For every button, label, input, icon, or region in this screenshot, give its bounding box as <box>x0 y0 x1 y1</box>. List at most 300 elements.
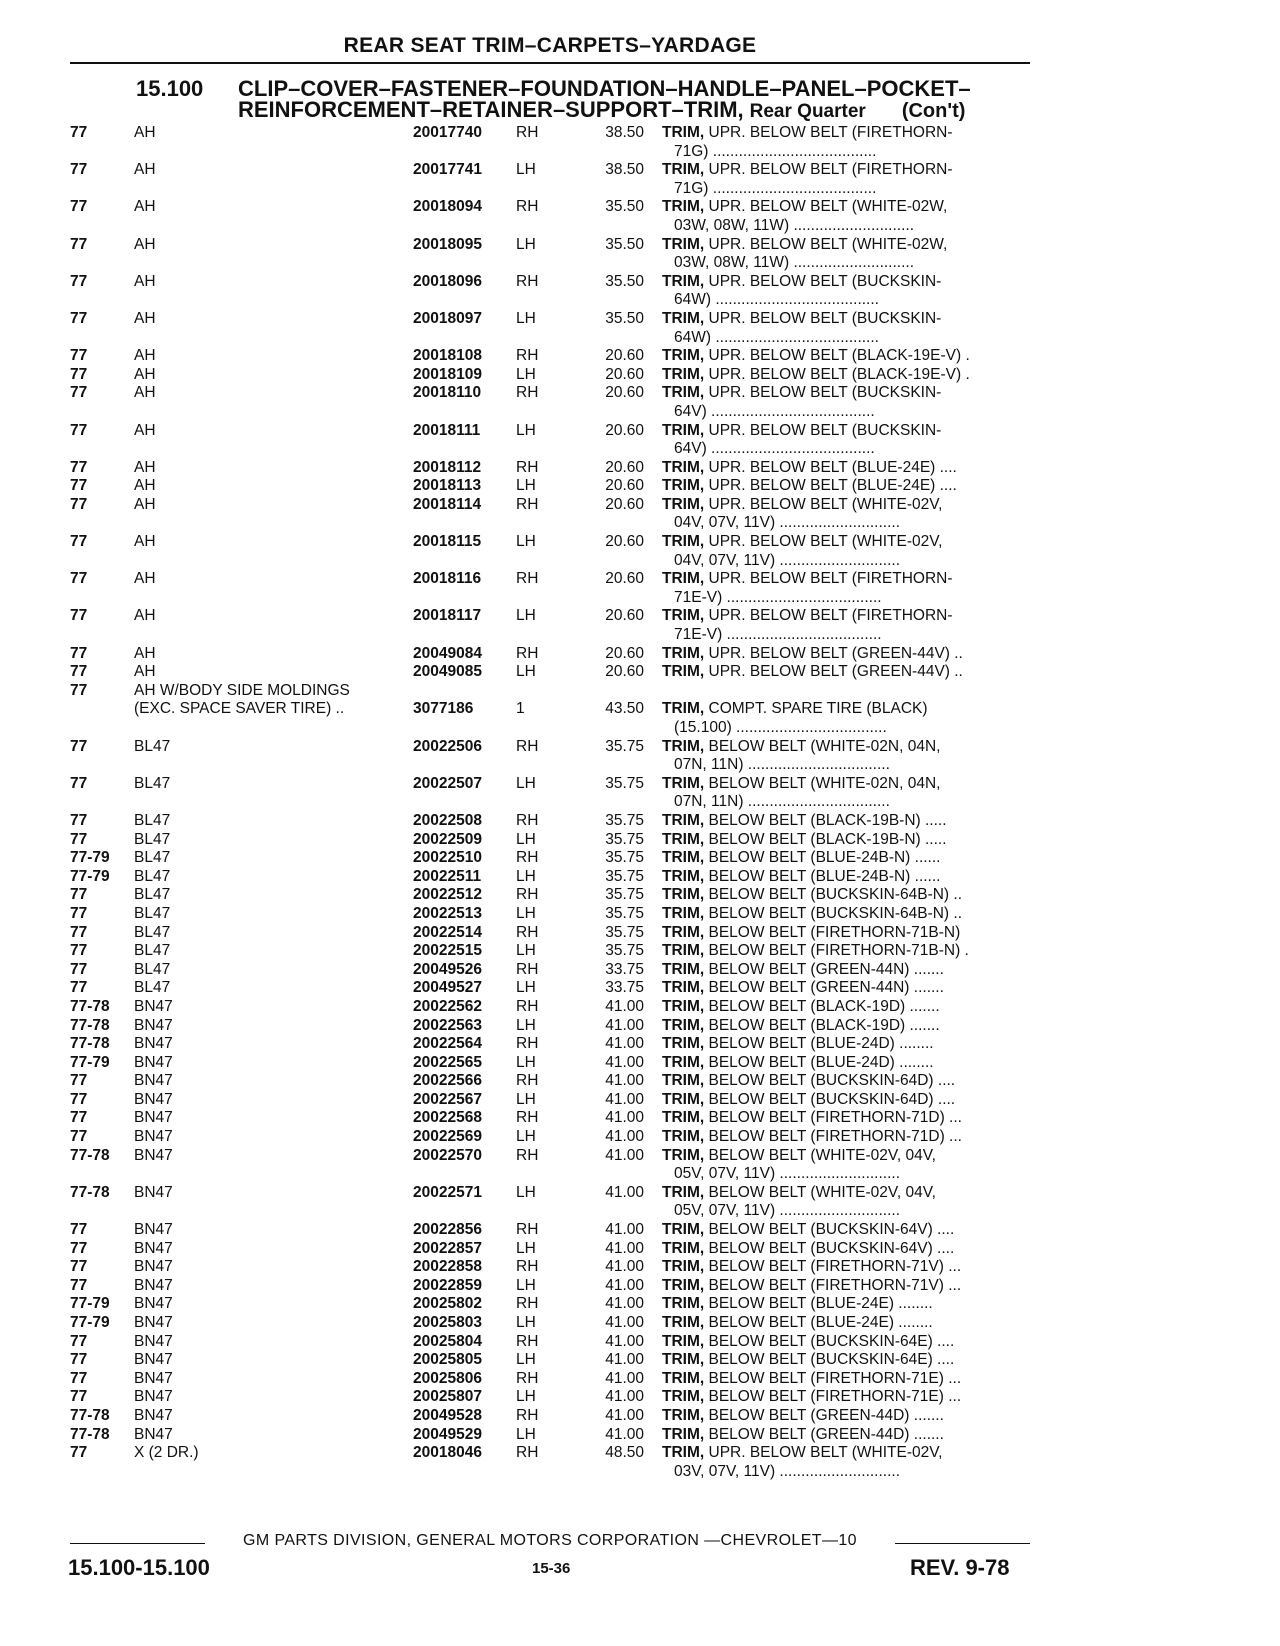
part-number-cell: 20022858 <box>413 1258 482 1276</box>
description-cell <box>662 1240 1024 1259</box>
description-keyword: TRIM, <box>662 849 705 867</box>
table-row <box>0 161 1280 180</box>
table-row <box>0 1221 1280 1240</box>
model-cell: 77 <box>70 533 88 551</box>
description-text: 04V, 07V, 11V) ............................ <box>674 551 901 569</box>
description-keyword: TRIM, <box>662 1295 705 1313</box>
description-cell <box>662 384 1024 403</box>
model-cell: 77 <box>70 161 88 179</box>
description-text: UPR. BELOW BELT (FIRETHORN- <box>704 570 953 588</box>
part-number-cell: 20022513 <box>413 904 482 922</box>
parts-list <box>0 124 1280 1481</box>
description-text: BELOW BELT (BLUE-24B-N) ...... <box>704 849 941 867</box>
model-cell: 77 <box>70 477 88 495</box>
description-cell <box>662 570 1024 589</box>
side-cell: RH <box>516 495 539 513</box>
description-text: BELOW BELT (FIRETHORN-71B-N) . <box>704 942 969 960</box>
part-number-cell: 20022509 <box>413 830 482 848</box>
part-number-cell: 20022571 <box>413 1183 482 1201</box>
table-row <box>0 682 1280 701</box>
description-keyword: TRIM, <box>662 495 705 513</box>
part-number-cell: 20022515 <box>413 942 482 960</box>
model-cell: 77 <box>70 365 88 383</box>
amount-cell: 41.00 <box>605 1314 644 1331</box>
table-row <box>0 1072 1280 1091</box>
side-cell: LH <box>516 663 536 681</box>
table-row <box>0 273 1280 292</box>
description-keyword: TRIM, <box>662 997 705 1015</box>
description-cell <box>662 161 1024 180</box>
table-row <box>0 1258 1280 1277</box>
model-cell: 77-79 <box>70 1053 110 1071</box>
description-text: BELOW BELT (FIRETHORN-71V) ... <box>704 1258 962 1276</box>
description-cell <box>662 1258 1024 1277</box>
description-keyword: TRIM, <box>662 365 705 383</box>
description-cell <box>662 143 1024 162</box>
side-cell: RH <box>516 1332 539 1350</box>
description-cell <box>662 1351 1024 1370</box>
model-cell: 77-78 <box>70 1035 110 1053</box>
amount-cell: 20.60 <box>605 570 644 588</box>
table-row <box>0 440 1280 459</box>
side-cell: RH <box>516 198 539 216</box>
code-cell: AH <box>134 365 156 383</box>
amount-cell: 35.75 <box>605 811 644 829</box>
amount-cell: 35.75 <box>605 942 644 960</box>
description-cell <box>662 1444 1024 1463</box>
description-keyword: TRIM, <box>662 1016 705 1034</box>
table-row <box>0 124 1280 143</box>
table-row <box>0 1426 1280 1445</box>
side-cell: RH <box>516 124 539 141</box>
model-cell: 77 <box>70 960 88 978</box>
table-row <box>0 533 1280 552</box>
description-text: UPR. BELOW BELT (WHITE-02W, <box>704 235 948 253</box>
model-cell: 77-78 <box>70 1146 110 1164</box>
model-cell: 77 <box>70 979 88 997</box>
description-cell <box>662 1407 1024 1426</box>
code-cell: BN47 <box>134 1221 173 1239</box>
table-row <box>0 477 1280 496</box>
description-cell <box>662 477 1024 496</box>
model-cell: 77 <box>70 830 88 848</box>
description-cell <box>662 682 1024 701</box>
side-cell: LH <box>516 774 536 792</box>
code-cell: BN47 <box>134 1332 173 1350</box>
code-cell: AH <box>134 421 156 439</box>
code-cell: BL47 <box>134 960 171 978</box>
model-cell: 77 <box>70 1258 88 1276</box>
description-text: 71G) ...................................... <box>674 179 877 197</box>
side-cell: LH <box>516 1053 536 1071</box>
description-keyword: TRIM, <box>662 1314 705 1331</box>
part-number-cell: 20049527 <box>413 979 482 997</box>
description-text: 03V, 07V, 11V) ............................ <box>674 1462 901 1480</box>
description-text: UPR. BELOW BELT (GREEN-44V) .. <box>704 644 963 662</box>
model-cell: 77 <box>70 681 88 699</box>
model-cell: 77-79 <box>70 849 110 867</box>
description-text: BELOW BELT (BLACK-19D) ....... <box>704 997 940 1015</box>
description-keyword: TRIM, <box>662 1053 705 1071</box>
table-row <box>0 1017 1280 1036</box>
description-cell <box>662 663 1024 682</box>
model-cell: 77 <box>70 570 88 588</box>
part-number-cell: 20022510 <box>413 849 482 867</box>
description-text: UPR. BELOW BELT (WHITE-02V, <box>704 533 943 551</box>
code-cell: BL47 <box>134 979 171 997</box>
description-cell <box>662 1147 1024 1166</box>
code-cell: BL47 <box>134 811 171 829</box>
table-row <box>0 143 1280 162</box>
amount-cell: 41.00 <box>605 1295 644 1313</box>
model-cell: 77-78 <box>70 1016 110 1034</box>
amount-cell: 41.00 <box>605 1276 644 1294</box>
description-keyword: TRIM, <box>662 1258 705 1276</box>
side-cell: RH <box>516 1072 539 1090</box>
side-cell: RH <box>516 1258 539 1276</box>
description-text: UPR. BELOW BELT (BLACK-19E-V) . <box>704 365 970 383</box>
description-cell <box>662 756 1024 775</box>
description-cell <box>662 607 1024 626</box>
description-keyword: TRIM, <box>662 1109 705 1127</box>
table-row <box>0 496 1280 515</box>
description-keyword: TRIM, <box>662 1276 705 1294</box>
code-cell: BL47 <box>134 942 171 960</box>
description-cell <box>662 273 1024 292</box>
side-cell: RH <box>516 1295 539 1313</box>
code-cell: BN47 <box>134 1351 173 1369</box>
description-text: BELOW BELT (BUCKSKIN-64V) .... <box>704 1221 955 1239</box>
model-cell: 77 <box>70 1276 88 1294</box>
table-row <box>0 552 1280 571</box>
description-keyword: TRIM, <box>662 1406 705 1424</box>
model-cell: 77 <box>70 421 88 439</box>
side-cell: RH <box>516 960 539 978</box>
description-text: UPR. BELOW BELT (BLACK-19E-V) . <box>704 347 970 365</box>
amount-cell: 41.00 <box>605 1183 644 1201</box>
description-cell <box>662 552 1024 571</box>
description-text: BELOW BELT (BLACK-19B-N) ..... <box>704 811 947 829</box>
description-cell <box>662 1165 1024 1184</box>
code-cell: AH <box>134 161 156 179</box>
model-cell: 77 <box>70 607 88 625</box>
side-cell: LH <box>516 979 536 997</box>
description-text: BELOW BELT (FIRETHORN-71B-N) <box>704 923 961 941</box>
part-number-cell: 3077186 <box>413 700 474 718</box>
code-cell: AH <box>134 347 156 365</box>
side-cell: LH <box>516 1016 536 1034</box>
model-cell: 77 <box>70 1239 88 1257</box>
description-cell <box>662 1388 1024 1407</box>
side-cell: LH <box>516 904 536 922</box>
description-text: BELOW BELT (BLUE-24E) ........ <box>704 1295 933 1313</box>
description-cell <box>662 180 1024 199</box>
amount-cell: 41.00 <box>605 1109 644 1127</box>
description-cell <box>662 1184 1024 1203</box>
model-cell: 77 <box>70 904 88 922</box>
part-number-cell: 20018108 <box>413 347 482 365</box>
table-row <box>0 1333 1280 1352</box>
table-row <box>0 942 1280 961</box>
model-cell: 77 <box>70 495 88 513</box>
description-keyword: TRIM, <box>662 830 705 848</box>
side-cell: LH <box>516 942 536 960</box>
code-cell: AH <box>134 533 156 551</box>
code-cell: BN47 <box>134 1239 173 1257</box>
model-cell: 77-78 <box>70 997 110 1015</box>
part-number-cell: 20022857 <box>413 1239 482 1257</box>
description-text: BELOW BELT (BUCKSKIN-64E) .... <box>704 1351 955 1369</box>
model-cell: 77 <box>70 1072 88 1090</box>
description-keyword: TRIM, <box>662 904 705 922</box>
part-number-cell: 20018117 <box>413 607 482 625</box>
amount-cell: 20.60 <box>605 365 644 383</box>
description-text: BELOW BELT (GREEN-44N) ....... <box>704 960 944 978</box>
description-cell <box>662 1128 1024 1147</box>
code-cell: BN47 <box>134 1109 173 1127</box>
model-cell: 77 <box>70 235 88 253</box>
code-cell: BL47 <box>134 867 171 885</box>
section-heading-line2 <box>238 97 965 123</box>
part-number-cell: 20022570 <box>413 1146 482 1164</box>
code-cell: BL47 <box>134 886 171 904</box>
description-text: 05V, 07V, 11V) ............................ <box>674 1202 901 1220</box>
amount-cell: 41.00 <box>605 1425 644 1443</box>
code-cell: BN47 <box>134 1090 173 1108</box>
footer-section-range: 15.100-15.100 <box>68 1555 210 1580</box>
description-text: BELOW BELT (FIRETHORN-71D) ... <box>704 1109 962 1127</box>
model-cell: 77 <box>70 458 88 476</box>
description-text: UPR. BELOW BELT (BLUE-24E) .... <box>704 477 957 495</box>
description-cell <box>662 124 1024 143</box>
side-cell: RH <box>516 1035 539 1053</box>
description-cell <box>662 1370 1024 1389</box>
description-text: BELOW BELT (BLUE-24D) ........ <box>704 1053 934 1071</box>
section-heading-subtitle: Rear Quarter <box>749 101 866 122</box>
code-cell: BL47 <box>134 904 171 922</box>
description-keyword: TRIM, <box>662 867 705 885</box>
table-row <box>0 719 1280 738</box>
table-row <box>0 347 1280 366</box>
model-cell: 77 <box>70 198 88 216</box>
amount-cell: 41.00 <box>605 997 644 1015</box>
code-cell: BN47 <box>134 1388 173 1406</box>
table-row <box>0 1370 1280 1389</box>
table-row <box>0 756 1280 775</box>
description-text: COMPT. SPARE TIRE (BLACK) <box>704 700 928 718</box>
amount-cell: 41.00 <box>605 1388 644 1406</box>
part-number-cell: 20018046 <box>413 1444 482 1462</box>
description-keyword: TRIM, <box>662 737 705 755</box>
description-text: 64V) ...................................... <box>674 440 875 458</box>
description-cell <box>662 1072 1024 1091</box>
side-cell: LH <box>516 867 536 885</box>
amount-cell: 41.00 <box>605 1072 644 1090</box>
model-cell: 77 <box>70 1388 88 1406</box>
description-text: BELOW BELT (BLUE-24B-N) ...... <box>704 867 941 885</box>
description-cell <box>662 1091 1024 1110</box>
model-cell: 77 <box>70 811 88 829</box>
code-cell: AH <box>134 477 156 495</box>
description-keyword: TRIM, <box>662 421 705 439</box>
model-cell: 77-79 <box>70 1295 110 1313</box>
description-keyword: TRIM, <box>662 1072 705 1090</box>
description-text: 03W, 08W, 11W) ............................ <box>674 254 915 272</box>
code-cell: BN47 <box>134 1035 173 1053</box>
description-cell <box>662 626 1024 645</box>
side-cell: RH <box>516 1146 539 1164</box>
description-cell <box>662 236 1024 255</box>
table-row <box>0 1463 1280 1482</box>
table-row <box>0 217 1280 236</box>
description-cell <box>662 886 1024 905</box>
part-number-cell: 20025805 <box>413 1351 482 1369</box>
description-cell <box>662 254 1024 273</box>
description-cell <box>662 291 1024 310</box>
side-cell: LH <box>516 309 536 327</box>
description-cell <box>662 775 1024 794</box>
code-cell: AH <box>134 663 156 681</box>
description-keyword: TRIM, <box>662 1128 705 1146</box>
description-cell <box>662 831 1024 850</box>
code-cell: AH <box>134 458 156 476</box>
side-cell: RH <box>516 737 539 755</box>
description-keyword: TRIM, <box>662 886 705 904</box>
model-cell: 77 <box>70 1128 88 1146</box>
side-cell: LH <box>516 1351 536 1369</box>
code-cell: AH W/BODY SIDE MOLDINGS <box>134 681 350 699</box>
amount-cell: 35.75 <box>605 867 644 885</box>
code-cell: BL47 <box>134 849 171 867</box>
code-cell: AH <box>134 570 156 588</box>
part-number-cell: 20018113 <box>413 477 482 495</box>
description-keyword: TRIM, <box>662 774 705 792</box>
table-row <box>0 607 1280 626</box>
model-cell: 77-79 <box>70 1314 110 1331</box>
description-text: 71E-V) .................................... <box>674 626 882 644</box>
description-cell <box>662 905 1024 924</box>
table-row <box>0 1295 1280 1314</box>
description-cell <box>662 942 1024 961</box>
amount-cell: 35.75 <box>605 886 644 904</box>
amount-cell: 35.75 <box>605 774 644 792</box>
description-text: 71G) ...................................... <box>674 142 877 160</box>
description-text: 64W) ...................................... <box>674 291 879 309</box>
table-row <box>0 1407 1280 1426</box>
code-cell: BN47 <box>134 1053 173 1071</box>
table-row <box>0 868 1280 887</box>
table-row <box>0 831 1280 850</box>
description-cell <box>662 329 1024 348</box>
description-cell <box>662 422 1024 441</box>
side-cell: RH <box>516 811 539 829</box>
description-cell <box>662 700 1024 719</box>
model-cell: 77 <box>70 309 88 327</box>
table-row <box>0 1184 1280 1203</box>
side-cell: RH <box>516 347 539 365</box>
code-cell: AH <box>134 198 156 216</box>
code-cell: AH <box>134 309 156 327</box>
table-row <box>0 793 1280 812</box>
description-keyword: TRIM, <box>662 124 705 141</box>
section-heading-main: REINFORCEMENT–RETAINER–SUPPORT–TRIM, <box>238 97 744 122</box>
table-row <box>0 236 1280 255</box>
part-number-cell: 20018111 <box>413 421 481 439</box>
code-cell: BN47 <box>134 1146 173 1164</box>
description-cell <box>662 1426 1024 1445</box>
side-cell: LH <box>516 533 536 551</box>
amount-cell: 20.60 <box>605 533 644 551</box>
amount-cell: 20.60 <box>605 663 644 681</box>
description-cell <box>662 403 1024 422</box>
part-number-cell: 20049528 <box>413 1406 482 1424</box>
description-text: BELOW BELT (BUCKSKIN-64D) .... <box>704 1090 956 1108</box>
code-cell: BL47 <box>134 923 171 941</box>
table-row <box>0 570 1280 589</box>
description-text: BELOW BELT (GREEN-44D) ....... <box>704 1425 944 1443</box>
description-text: 04V, 07V, 11V) ............................ <box>674 514 901 532</box>
table-row <box>0 403 1280 422</box>
table-row <box>0 459 1280 478</box>
table-row <box>0 310 1280 329</box>
amount-cell: 20.60 <box>605 644 644 662</box>
table-row <box>0 886 1280 905</box>
part-number-cell: 20022562 <box>413 997 482 1015</box>
description-text: UPR. BELOW BELT (BUCKSKIN- <box>704 272 942 290</box>
side-cell: RH <box>516 1406 539 1424</box>
model-cell: 77 <box>70 923 88 941</box>
description-text: BELOW BELT (FIRETHORN-71D) ... <box>704 1128 962 1146</box>
description-cell <box>662 440 1024 459</box>
page-title: REAR SEAT TRIM–CARPETS–YARDAGE <box>343 34 757 57</box>
description-keyword: TRIM, <box>662 570 705 588</box>
description-cell <box>662 310 1024 329</box>
description-keyword: TRIM, <box>662 1369 705 1387</box>
description-text: BELOW BELT (BLUE-24D) ........ <box>704 1035 934 1053</box>
description-text: BELOW BELT (FIRETHORN-71E) ... <box>704 1369 962 1387</box>
description-cell <box>662 924 1024 943</box>
description-text: 03W, 08W, 11W) ............................ <box>674 216 915 234</box>
table-row <box>0 1277 1280 1296</box>
amount-cell: 41.00 <box>605 1090 644 1108</box>
description-text: 64W) ...................................... <box>674 328 879 346</box>
description-keyword: TRIM, <box>662 235 705 253</box>
description-text: BELOW BELT (GREEN-44N) ....... <box>704 979 944 997</box>
table-row <box>0 812 1280 831</box>
amount-cell: 35.50 <box>605 198 644 216</box>
model-cell: 77 <box>70 347 88 365</box>
side-cell: LH <box>516 1239 536 1257</box>
table-row <box>0 979 1280 998</box>
table-row <box>0 329 1280 348</box>
code-cell: AH <box>134 235 156 253</box>
part-number-cell: 20018115 <box>413 533 482 551</box>
description-cell <box>662 849 1024 868</box>
description-cell <box>662 198 1024 217</box>
side-cell: LH <box>516 365 536 383</box>
description-text: 71E-V) .................................... <box>674 588 882 606</box>
description-keyword: TRIM, <box>662 272 705 290</box>
description-keyword: TRIM, <box>662 477 705 495</box>
table-row <box>0 422 1280 441</box>
table-row <box>0 1165 1280 1184</box>
description-keyword: TRIM, <box>662 533 705 551</box>
description-text: BELOW BELT (WHITE-02V, 04V, <box>704 1183 936 1201</box>
amount-cell: 33.75 <box>605 979 644 997</box>
code-cell: BN47 <box>134 1072 173 1090</box>
description-keyword: TRIM, <box>662 1183 705 1201</box>
description-cell <box>662 868 1024 887</box>
